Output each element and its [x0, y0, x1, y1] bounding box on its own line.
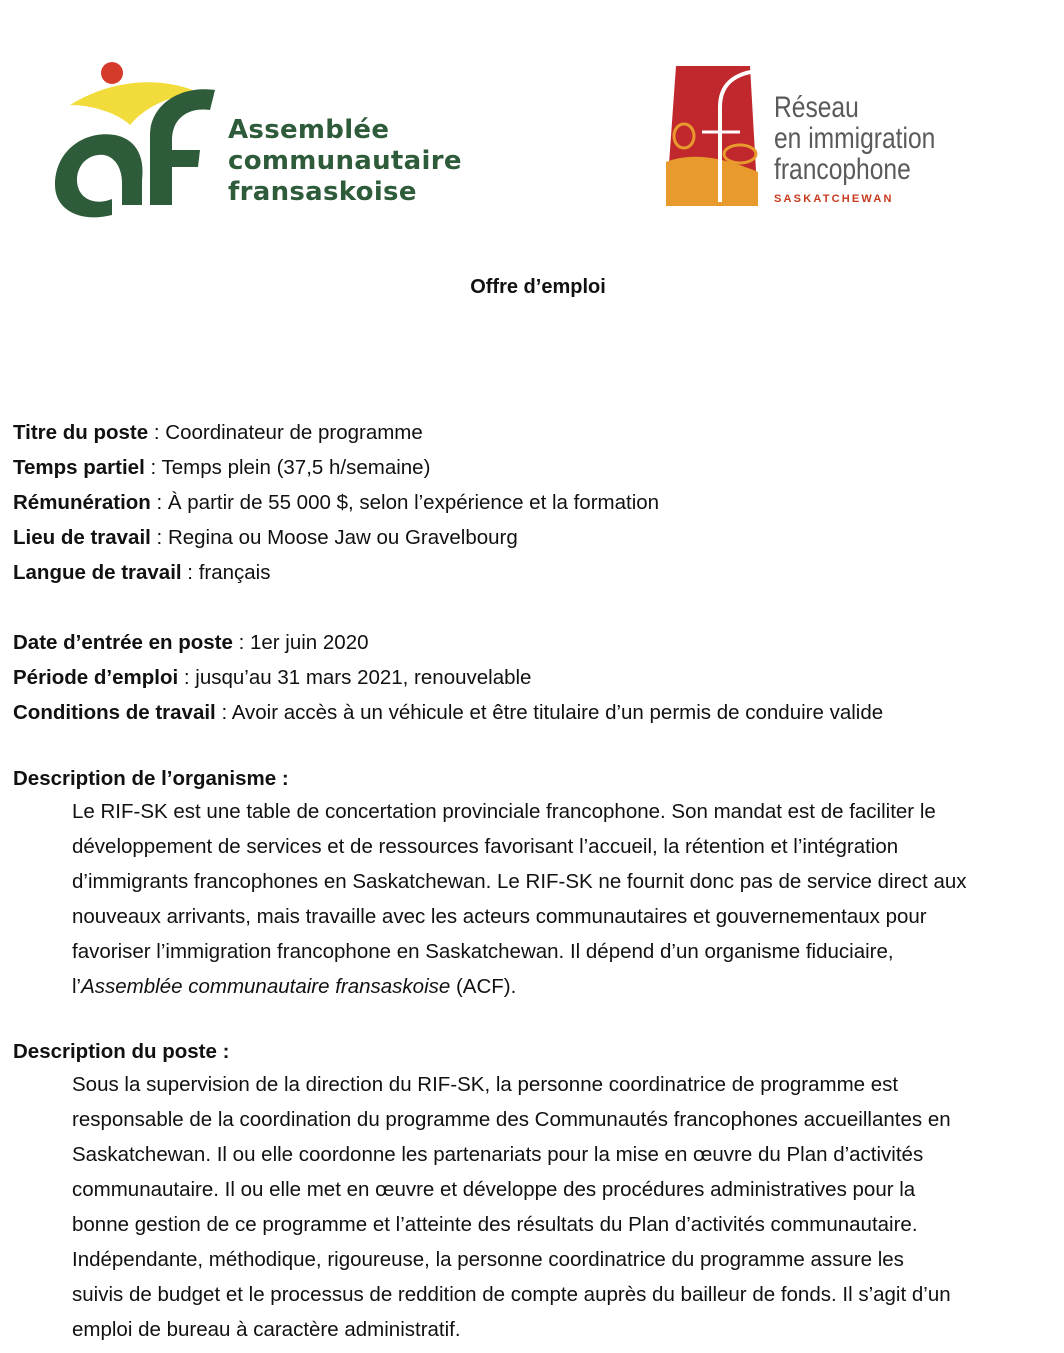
paragraph-line: Sous la supervision de la direction du RIF-SK, la personne coordinatrice de programme est: [72, 1073, 899, 1096]
field-value: : À partir de 55 000 $, selon l’expérience et la formation: [150, 491, 660, 514]
acf-logo-mark: [50, 55, 220, 220]
paragraph-line: [72, 969, 967, 1004]
spacer: [13, 593, 883, 628]
section-heading: Description du poste :: [13, 1040, 230, 1063]
field-label: Temps partiel: [13, 456, 145, 479]
paragraph-line: communautaire. Il ou elle met en œuvre et développe des procédures administratives pour la: [72, 1178, 916, 1201]
organization-description: [13, 764, 967, 1004]
page-title: Offre d’emploi: [470, 276, 606, 298]
job-fields: [13, 418, 883, 733]
field-value: : français: [181, 561, 271, 584]
field-value: : jusqu’au 31 mars 2021, renouvelable: [178, 666, 532, 689]
field-row: [13, 698, 883, 733]
acf-logo-line-2: communautaire: [228, 146, 462, 176]
field-row: [13, 558, 883, 593]
field-value: : 1er juin 2020: [232, 631, 369, 654]
rif-logo-text: [774, 92, 935, 185]
field-row: [13, 453, 883, 488]
paragraph-line: Indépendante, méthodique, rigoureuse, la personne coordinatrice du programme assure les: [72, 1248, 904, 1271]
paragraph-line: emploi de bureau à caractère administratif.: [72, 1318, 461, 1341]
paragraph-line: bonne gestion de ce programme et l’atteinte des résultats du Plan d’activités communautaire.: [72, 1213, 918, 1236]
field-label: Langue de travail: [13, 561, 182, 584]
field-label: Titre du poste: [13, 421, 149, 444]
field-row: [13, 488, 883, 523]
rif-logo-line-1: Réseau: [774, 91, 859, 124]
field-row: [13, 523, 883, 558]
field-row: [13, 418, 883, 453]
field-label: Période d’emploi: [13, 666, 179, 689]
paragraph-line: suivis de budget et le processus de reddition de compte auprès du bailleur de fonds. Il s’agit d’un: [72, 1283, 951, 1306]
position-description: [13, 1037, 951, 1347]
field-label: Lieu de travail: [13, 526, 151, 549]
rif-logo-line-2: en immigration: [774, 122, 936, 155]
rif-logo: [662, 62, 962, 212]
acf-logo: [50, 55, 520, 220]
field-row: [13, 663, 883, 698]
acf-logo-line-3: fransaskoise: [228, 177, 417, 207]
paragraph-line: développement de services et de ressources favorisant l’accueil, la rétention et l’intégration: [72, 835, 899, 858]
paragraph-line: favoriser l’immigration francophone en Saskatchewan. Il dépend d’un organisme fiduciaire,: [72, 940, 894, 963]
field-label: Conditions de travail: [13, 701, 216, 724]
rif-logo-mark: [662, 62, 762, 210]
text-span: l’: [72, 975, 82, 998]
italic-org-name: Assemblée communautaire fransaskoise: [81, 975, 451, 998]
text-span: (ACF).: [450, 975, 517, 998]
paragraph-line: responsable de la coordination du programme des Communautés francophones accueillantes en: [72, 1108, 951, 1131]
section-paragraph: [72, 794, 967, 1004]
section-heading: Description de l’organisme :: [13, 767, 289, 790]
field-label: Rémunération: [13, 491, 151, 514]
field-label: Date d’entrée en poste: [13, 631, 233, 654]
rif-logo-region: SASKATCHEWAN: [774, 193, 894, 205]
paragraph-line: Saskatchewan. Il ou elle coordonne les partenariats pour la mise en œuvre du Plan d’activités: [72, 1143, 924, 1166]
section-paragraph: [72, 1067, 951, 1347]
logo-header: [0, 0, 1064, 240]
field-value: : Regina ou Moose Jaw ou Gravelbourg: [150, 526, 518, 549]
field-value: : Temps plein (37,5 h/semaine): [144, 456, 431, 479]
paragraph-line: nouveaux arrivants, mais travaille avec les acteurs communautaires et gouvernementaux pour: [72, 905, 927, 928]
paragraph-line: d’immigrants francophones en Saskatchewan. Le RIF-SK ne fournit donc pas de service direct aux: [72, 870, 967, 893]
rif-logo-line-3: francophone: [774, 153, 911, 186]
field-row: [13, 628, 883, 663]
field-value: : Avoir accès à un véhicule et être titulaire d’un permis de conduire valide: [215, 701, 884, 724]
acf-logo-line-1: Assemblée: [228, 115, 390, 145]
paragraph-line: Le RIF-SK est une table de concertation provinciale francophone. Son mandat est de faciliter le: [72, 800, 936, 823]
acf-logo-text: [228, 115, 462, 208]
field-value: : Coordinateur de programme: [148, 421, 423, 444]
